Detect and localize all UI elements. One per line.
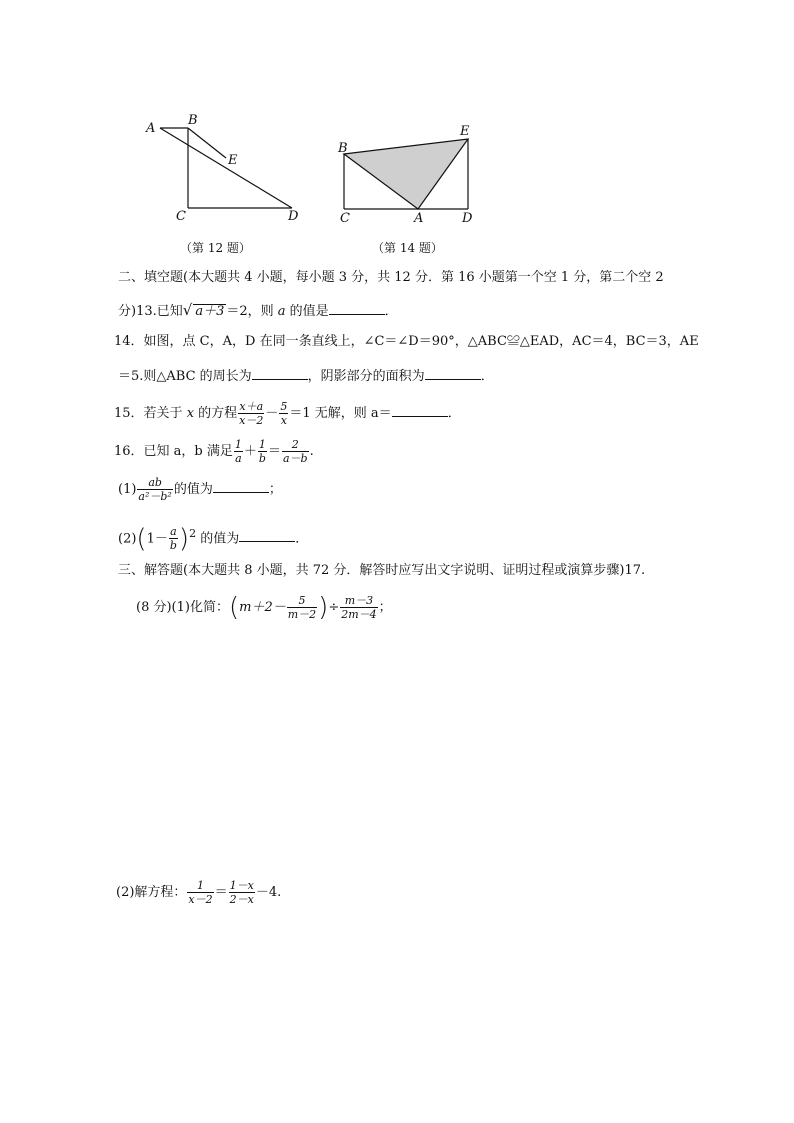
label-e: E [460, 124, 470, 139]
q16-plus: ＋ [243, 444, 257, 459]
figure-12-caption: （第 12 题） [180, 241, 251, 255]
q17-fraction-2 [340, 594, 377, 621]
question-16-part-2 [118, 520, 308, 553]
q17b-fraction-1 [187, 879, 213, 906]
q15-fraction-2 [279, 400, 288, 427]
q16-prefix: 16．已知 a，b 满足 [114, 444, 233, 459]
label-b: B [188, 113, 198, 128]
label-c: C [176, 209, 186, 224]
label-b: B [338, 141, 348, 156]
q17-f2-den: 2m－4 [341, 608, 377, 621]
q16-p1-answer-blank[interactable] [213, 479, 269, 493]
q15-f2-num: 5 [280, 400, 288, 413]
q17-prefix: (8 分)(1)化简： [136, 600, 229, 615]
q17-f1-den: m－2 [287, 608, 317, 621]
q15-prefix: 15．若关于 [114, 406, 187, 421]
q17b-fraction-2 [229, 879, 255, 906]
question-17-part-1 [136, 593, 392, 623]
q14-part-b: ，阴影部分的面积为 [307, 369, 425, 384]
question-14-line1: 14．如图，点 C，A，D 在同一条直线上，∠C＝∠D＝90°，△ABC≌△EAD，AC＝4，BC＝3，AE [114, 334, 699, 349]
label-d: D [462, 211, 473, 226]
q16-p1-fraction [137, 476, 172, 503]
q13-after: ＝2，则 [226, 304, 278, 319]
label-d: D [288, 209, 299, 224]
q16-f2-den: b [258, 452, 266, 465]
q16-p1-after: 的值为 [173, 482, 213, 497]
q16-p2-answer-blank[interactable] [239, 528, 295, 542]
q13-var: a [277, 304, 286, 319]
q16-eq: ＝ [267, 444, 281, 459]
question-16 [114, 438, 314, 465]
question-16-part-1 [118, 476, 282, 503]
right-paren-icon: ) [318, 592, 329, 623]
section3-heading: 三、解答题(本大题共 8 小题，共 72 分．解答时应写出文字说明、证明过程或演算步骤)17. [118, 563, 646, 578]
q15-minus: － [265, 406, 279, 421]
question-15 [114, 400, 461, 427]
left-paren-icon: ( [228, 592, 240, 623]
q15-end: ． [447, 406, 461, 421]
q17-fraction-1 [287, 594, 317, 621]
q16-f1-num: 1 [234, 438, 242, 451]
q16-f3-den: a－b [282, 452, 308, 465]
q15-f2-den: x [280, 414, 287, 427]
q15-after: ＝1 无解，则 a＝ [289, 406, 392, 421]
q15-f1-den: x－2 [239, 414, 264, 427]
q14-area-blank[interactable] [425, 366, 481, 380]
q17b-f2-num: 1－x [229, 879, 254, 892]
q16-f1-den: a [235, 452, 242, 465]
q13-end: ． [384, 304, 398, 319]
q16-fraction-3 [282, 438, 309, 465]
q16-end: . [309, 444, 314, 459]
section2-heading: 二、填空题(本大题共 4 小题，每小题 3 分，共 12 分．第 16 小题第一个空 1 分，第二个空 2 [118, 270, 664, 285]
label-e: E [228, 153, 238, 168]
question-13 [118, 301, 398, 320]
q17b-f1-num: 1 [187, 879, 213, 893]
q17b-f2-den: 2－x [229, 893, 254, 906]
figure-14-caption: （第 14 题） [372, 241, 443, 255]
q16-p2-after: 的值为 [196, 531, 240, 547]
q16-p2-fraction [169, 525, 178, 552]
q16-f3-num: 2 [282, 438, 309, 452]
q16-p1-den: a²－b² [138, 490, 172, 503]
segment-be [188, 128, 226, 158]
q16-p2-exponent: 2 [189, 527, 197, 540]
q17-div: ÷ [328, 600, 340, 615]
q15-fraction-1 [238, 400, 264, 427]
left-paren-icon: ( [136, 523, 147, 554]
q17-end: ； [378, 600, 392, 615]
q13-sqrt-content: a＋3 [195, 304, 225, 319]
q16-p2-den: b [169, 539, 177, 553]
q17b-eq: ＝ [214, 885, 228, 900]
q15-var-x: x [186, 406, 195, 421]
q17-m2: m＋2－ [239, 600, 286, 615]
shaded-triangle-bae [344, 139, 468, 209]
q15-mid: 的方程 [194, 406, 238, 421]
q16-p2-num: a [170, 525, 177, 539]
q16-p2-end: ． [295, 531, 309, 547]
q17b-tail: －4. [255, 885, 282, 900]
label-a: A [414, 211, 424, 226]
q14-perimeter-blank[interactable] [252, 366, 308, 380]
q17b-f1-den: x－2 [188, 893, 213, 906]
q16-p1-num: ab [137, 476, 172, 490]
label-a: A [146, 121, 156, 136]
q16-f2-num: 1 [258, 438, 266, 451]
q16-p2-label: (2) [118, 531, 137, 547]
sqrt-icon: √ [182, 301, 193, 319]
question-14-line2 [118, 366, 494, 385]
q15-answer-blank[interactable] [392, 403, 448, 417]
segment-ad [160, 128, 292, 208]
label-c: C [340, 211, 350, 226]
q16-fraction-2 [258, 438, 267, 465]
q14-part-a: ＝5.则△ABC 的周长为 [118, 369, 252, 384]
q13-prefix: 分)13.已知 [118, 304, 183, 319]
q15-f1-num: x＋a [239, 400, 264, 413]
q17-f2-num: m－3 [340, 594, 377, 608]
q16-fraction-1 [234, 438, 243, 465]
right-paren-icon: ) [178, 523, 190, 554]
q16-p1-label: (1) [118, 482, 137, 497]
q17b-prefix: (2)解方程： [116, 885, 187, 900]
question-17-part-2 [116, 878, 281, 908]
q17-f1-num: 5 [287, 594, 317, 608]
figure-12 [140, 110, 320, 235]
q13-tail: 的值是 [285, 304, 329, 319]
q16-p1-end: ； [268, 482, 282, 497]
q13-answer-blank[interactable] [329, 301, 385, 315]
q16-p2-one: 1－ [146, 531, 168, 547]
figure-14 [330, 118, 480, 228]
q14-end: ． [480, 369, 494, 384]
